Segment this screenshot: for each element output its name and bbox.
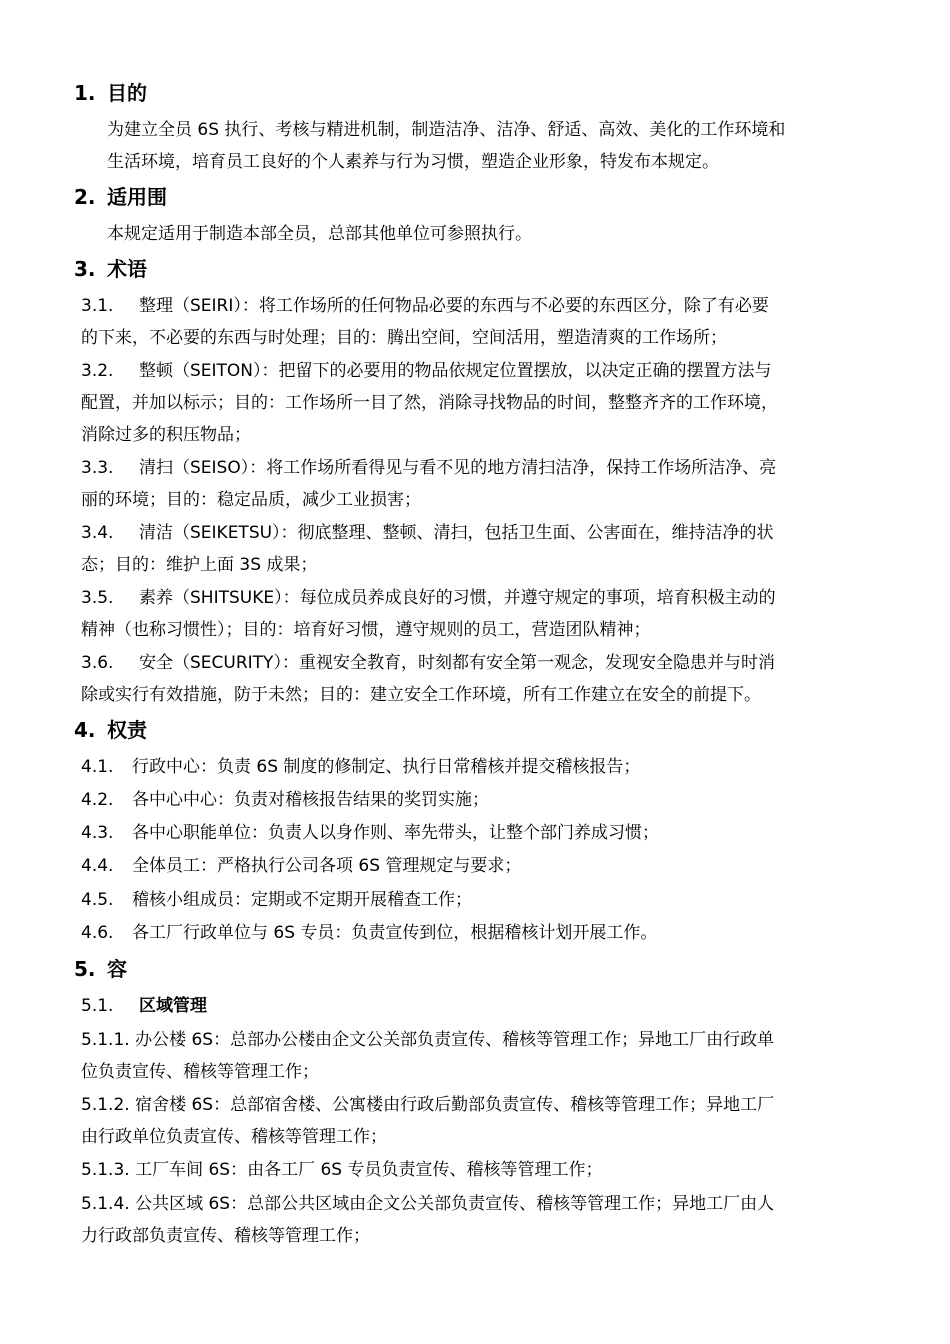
list-item [81,517,774,549]
section-number: 4. [74,718,96,742]
item-text-continued: 消除过多的积压物品； [81,425,251,445]
list-item [81,452,776,484]
item-number: 3.5. [81,588,114,608]
list-item [81,751,640,783]
item-text: 整顿（SEITON）：把留下的必要用的物品依规定位置摆放，以决定正确的摆置方法与 [139,361,772,381]
section-title: 适用围 [107,185,167,209]
section-number: 3. [74,257,96,281]
item-number: 3.6. [81,653,114,673]
item-text: 各工厂行政单位与 6S 专员：负责宣传到位，根据稽核计划开展工作。 [132,923,658,943]
section-number: 2. [74,185,96,209]
item-number: 3.3. [81,458,114,478]
item-text-continued: 精神（也称习惯性）；目的：培育好习惯，遵守规则的员工，营造团队精神； [81,620,651,640]
item-text: 清洁（SEIKETSU）：彻底整理、整顿、清扫，包括卫生面、公害面在，维持洁净的状 [139,523,774,543]
section-number: 1. [74,81,96,105]
item-number: 5.1.4. [81,1194,130,1214]
list-item [81,817,659,849]
item-number: 4.5. [81,890,114,910]
subsection-number: 5.1. [81,996,114,1016]
paragraph-line: 本规定适用于制造本部全员，总部其他单位可参照执行。 [107,224,532,244]
subsection-title: 区域管理 [139,996,207,1016]
section-title: 容 [107,957,127,981]
item-text-continued: 丽的环境；目的：稳定品质，减少工业损害； [81,490,421,510]
list-item [81,355,772,387]
item-text: 稽核小组成员：定期或不定期开展稽查工作； [132,890,472,910]
item-text-continued: 的下来，不必要的东西与时处理；目的：腾出空间，空间活用，塑造清爽的工作场所； [81,328,727,348]
list-item [81,884,472,916]
item-number: 3.1. [81,296,114,316]
item-text-continued: 态；目的：维护上面 3S 成果； [81,555,318,575]
item-text: 全体员工：严格执行公司各项 6S 管理规定与要求； [132,856,522,876]
list-item [81,290,769,322]
section-number: 5. [74,957,96,981]
list-item [81,784,489,816]
item-text: 素养（SHITSUKE）：每位成员养成良好的习惯，并遵守规定的事项，培育积极主动的 [139,588,776,608]
item-text: 办公楼 6S：总部办公楼由企文公关部负责宣传、稽核等管理工作；异地工厂由行政单 [135,1030,775,1050]
item-text-continued: 力行政部负责宣传、稽核等管理工作； [81,1226,370,1246]
section-heading-3 [74,256,147,282]
item-number: 3.2. [81,361,114,381]
item-text-continued: 由行政单位负责宣传、稽核等管理工作； [81,1127,387,1147]
list-item [81,850,521,882]
item-text: 整理（SEIRI）：将工作场所的任何物品必要的东西与不必要的东西区分，除了有必要 [139,296,769,316]
item-text-continued: 除或实行有效措施，防于未然；目的：建立安全工作环境，所有工作建立在安全的前提下。 [81,685,761,705]
item-number: 4.1. [81,757,114,777]
item-text: 工厂车间 6S：由各工厂 6S 专员负责宣传、稽核等管理工作； [135,1160,603,1180]
item-text: 各中心中心：负责对稽核报告结果的奖罚实施； [132,790,489,810]
section-title: 权责 [107,718,147,742]
item-text: 安全（SECURITY）：重视安全教育，时刻都有安全第一观念，发现安全隐患并与时消 [139,653,775,673]
paragraph-line: 为建立全员 6S 执行、考核与精进机制，制造洁净、洁净、舒适、高效、美化的工作环境和 [107,120,786,140]
item-text: 清扫（SEISO）：将工作场所看得见与看不见的地方清扫洁净，保持工作场所洁净、亮 [139,458,777,478]
item-number: 3.4. [81,523,114,543]
item-number: 4.6. [81,923,114,943]
item-number: 4.2. [81,790,114,810]
list-item [81,582,776,614]
item-number: 4.3. [81,823,114,843]
item-text: 各中心职能单位：负责人以身作则、率先带头，让整个部门养成习惯； [132,823,659,843]
list-item [81,647,775,679]
list-item [81,1154,603,1186]
item-text: 宿舍楼 6S：总部宿舍楼、公寓楼由行政后勤部负责宣传、稽核等管理工作；异地工厂 [135,1095,775,1115]
list-item [81,1024,774,1056]
item-number: 5.1.1. [81,1030,130,1050]
item-text-continued: 位负责宣传、稽核等管理工作； [81,1062,319,1082]
section-title: 术语 [107,257,147,281]
item-number: 5.1.2. [81,1095,130,1115]
item-text: 行政中心：负责 6S 制度的修制定、执行日常稽核并提交稽核报告； [132,757,641,777]
section-heading-2 [74,184,167,210]
list-item [81,1089,774,1121]
section-heading-5 [74,956,127,982]
section-heading-1 [74,80,147,106]
list-item [81,917,657,949]
subsection-heading [81,990,207,1022]
section-heading-4 [74,717,147,743]
paragraph-line: 生活环境，培育员工良好的个人素养与行为习惯，塑造企业形象，特发布本规定。 [107,152,719,172]
item-number: 5.1.3. [81,1160,130,1180]
item-text: 公共区域 6S：总部公共区域由企文公关部负责宣传、稽核等管理工作；异地工厂由人 [135,1194,775,1214]
list-item [81,1188,774,1220]
section-title: 目的 [107,81,147,105]
item-number: 4.4. [81,856,114,876]
item-text-continued: 配置，并加以标示；目的：工作场所一目了然，消除寻找物品的时间，整整齐齐的工作环境， [81,393,778,413]
